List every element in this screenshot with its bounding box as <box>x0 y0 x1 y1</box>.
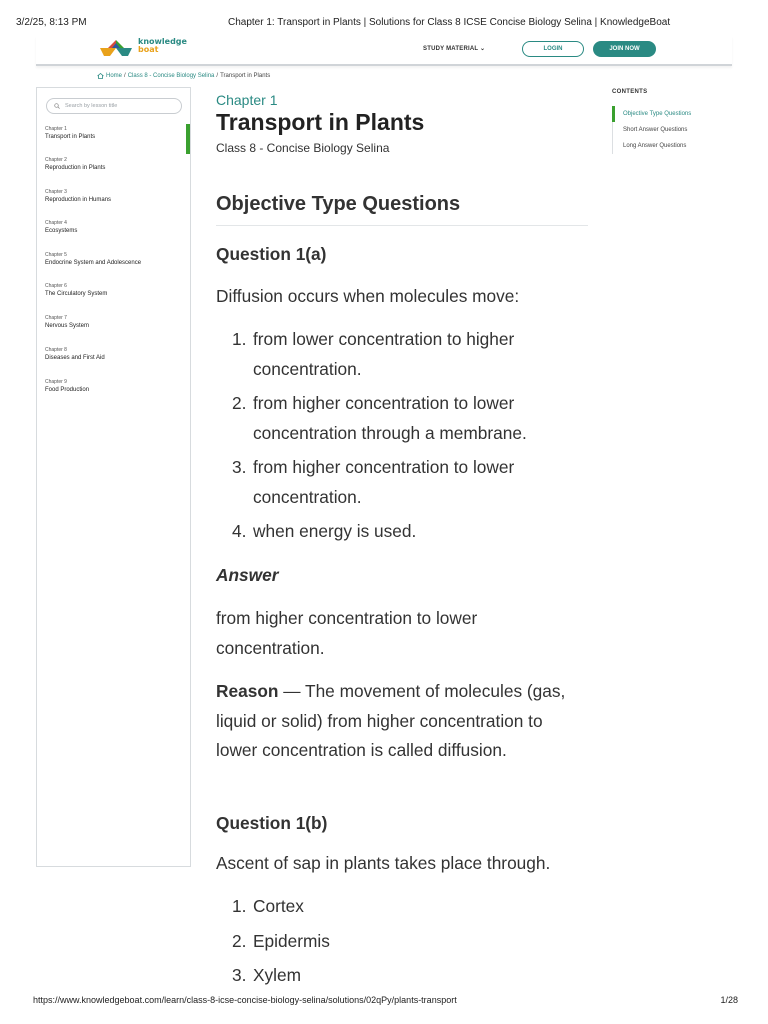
chapter-number: Chapter 1 <box>45 126 67 132</box>
reason-label: Reason <box>216 681 279 701</box>
study-material-label: STUDY MATERIAL <box>423 46 479 52</box>
option-text: Cortex <box>253 896 304 916</box>
chapter-number: Chapter 8 <box>45 347 67 353</box>
page-title: Transport in Plants <box>216 109 425 135</box>
breadcrumb-home[interactable]: Home <box>106 73 123 79</box>
sidebar-item-chapter-8[interactable] <box>37 345 190 375</box>
sidebar-item-chapter-2[interactable] <box>37 155 190 185</box>
toc-heading: CONTENTS <box>612 89 648 95</box>
chapter-number: Chapter 6 <box>45 283 67 289</box>
option-text: from higher concentration to lower concentration. <box>253 457 515 507</box>
chevron-down-icon: ⌄ <box>480 46 486 52</box>
chapter-sidebar <box>36 87 191 867</box>
login-button[interactable]: LOGIN <box>522 41 584 57</box>
chapter-title: Transport in Plants <box>45 134 96 140</box>
chapter-number: Chapter 4 <box>45 220 67 226</box>
toc-item-short-answer[interactable]: Short Answer Questions <box>623 127 688 133</box>
sidebar-item-chapter-5[interactable] <box>37 250 190 280</box>
sidebar-item-chapter-6[interactable] <box>37 281 190 311</box>
search-input[interactable] <box>65 103 175 109</box>
option-text: Xylem <box>253 965 302 985</box>
print-footer <box>33 995 738 1009</box>
lesson-search <box>46 98 182 114</box>
chapter-title: The Circulatory System <box>45 291 108 297</box>
chapter-title: Reproduction in Humans <box>45 197 112 203</box>
chapter-title: Reproduction in Plants <box>45 165 106 171</box>
chapter-title: Food Production <box>45 387 90 393</box>
sidebar-item-chapter-9[interactable] <box>37 377 190 407</box>
chapter-label: Chapter 1 <box>216 92 278 108</box>
option-item <box>232 517 588 547</box>
print-header <box>16 17 752 31</box>
print-page-title: Chapter 1: Transport in Plants | Solutions for Class 8 ICSE Concise Biology Selina | KnowledgeBoat <box>228 17 671 28</box>
options-list <box>232 325 588 547</box>
logo-line-2: boat <box>138 45 159 54</box>
question-1a <box>216 240 588 766</box>
option-item <box>232 389 588 448</box>
study-material-menu[interactable] <box>423 45 485 52</box>
sidebar-item-chapter-4[interactable] <box>37 218 190 248</box>
chapter-title: Endocrine System and Adolescence <box>45 260 142 266</box>
option-text: Epidermis <box>253 930 330 951</box>
logo-wordmark <box>138 38 187 54</box>
join-now-button[interactable]: JOIN NOW <box>593 41 656 57</box>
option-item <box>232 961 588 991</box>
toc-item-long-answer[interactable]: Long Answer Questions <box>623 143 687 149</box>
breadcrumb-separator: / <box>124 73 126 79</box>
question-1b <box>216 809 588 996</box>
breadcrumb-separator: / <box>216 73 219 79</box>
print-url: https://www.knowledgeboat.com/learn/class-8-icse-concise-biology-selina/solutions/02qPy/plants-transport <box>33 995 457 1005</box>
option-number: 1. <box>232 329 247 349</box>
breadcrumb <box>97 73 270 79</box>
option-number: 1. <box>232 896 247 916</box>
options-list <box>232 892 588 991</box>
question-prompt: Ascent of sap in plants takes place through. <box>216 852 551 873</box>
top-navbar <box>36 36 732 66</box>
option-text: when energy is used. <box>253 521 417 541</box>
section-heading-objective: Objective Type Questions <box>216 193 588 226</box>
chapter-number: Chapter 2 <box>45 157 67 163</box>
option-number: 2. <box>232 930 247 951</box>
chapter-number: Chapter 7 <box>45 315 67 321</box>
chapter-number: Chapter 3 <box>45 189 67 195</box>
option-item <box>232 325 588 384</box>
chapter-title: Nervous System <box>45 323 90 329</box>
home-icon <box>97 73 104 79</box>
boat-logo-icon <box>96 38 136 58</box>
chapter-number: Chapter 5 <box>45 252 67 258</box>
table-of-contents <box>612 89 732 149</box>
question-heading: Question 1(a) <box>216 244 327 264</box>
answer-text: from higher concentration to lower concentration. <box>216 608 478 658</box>
chapter-title: Ecosystems <box>45 228 78 234</box>
answer-label: Answer <box>216 564 279 585</box>
reason-text: — The movement of molecules (gas, liquid or solid) from higher concentration to lower concentration is called diffusion. <box>216 681 566 760</box>
option-number: 4. <box>232 521 247 541</box>
breadcrumb-current: Transport in Plants <box>220 73 271 79</box>
option-item <box>232 892 588 922</box>
sidebar-item-chapter-7[interactable] <box>37 313 190 343</box>
print-page-number: 1/28 <box>720 995 738 1005</box>
breadcrumb-book[interactable]: Class 8 - Concise Biology Selina <box>127 73 215 79</box>
chapter-number: Chapter 9 <box>45 379 67 385</box>
print-datetime: 3/2/25, 8:13 PM <box>16 17 87 28</box>
question-heading: Question 1(b) <box>216 813 328 833</box>
option-text: from lower concentration to higher concentration. <box>253 329 515 379</box>
option-item <box>232 453 588 512</box>
chapter-title: Diseases and First Aid <box>45 355 105 361</box>
sidebar-item-chapter-1[interactable] <box>37 124 190 154</box>
option-text: from higher concentration to lower concentration through a membrane. <box>253 393 527 443</box>
reason-paragraph <box>216 677 588 766</box>
logo-line-1: knowledge <box>138 37 187 46</box>
toc-item-objective[interactable]: Objective Type Questions <box>612 106 722 122</box>
search-icon <box>54 103 60 109</box>
question-prompt: Diffusion occurs when molecules move: <box>216 285 520 306</box>
option-number: 3. <box>232 457 247 477</box>
option-item <box>232 927 588 957</box>
knowledgeboat-logo[interactable] <box>96 38 196 58</box>
option-number: 2. <box>232 393 247 413</box>
sidebar-item-chapter-3[interactable] <box>37 187 190 217</box>
toc-list <box>612 106 722 154</box>
page-subtitle: Class 8 - Concise Biology Selina <box>216 141 390 155</box>
option-number: 3. <box>232 965 247 985</box>
